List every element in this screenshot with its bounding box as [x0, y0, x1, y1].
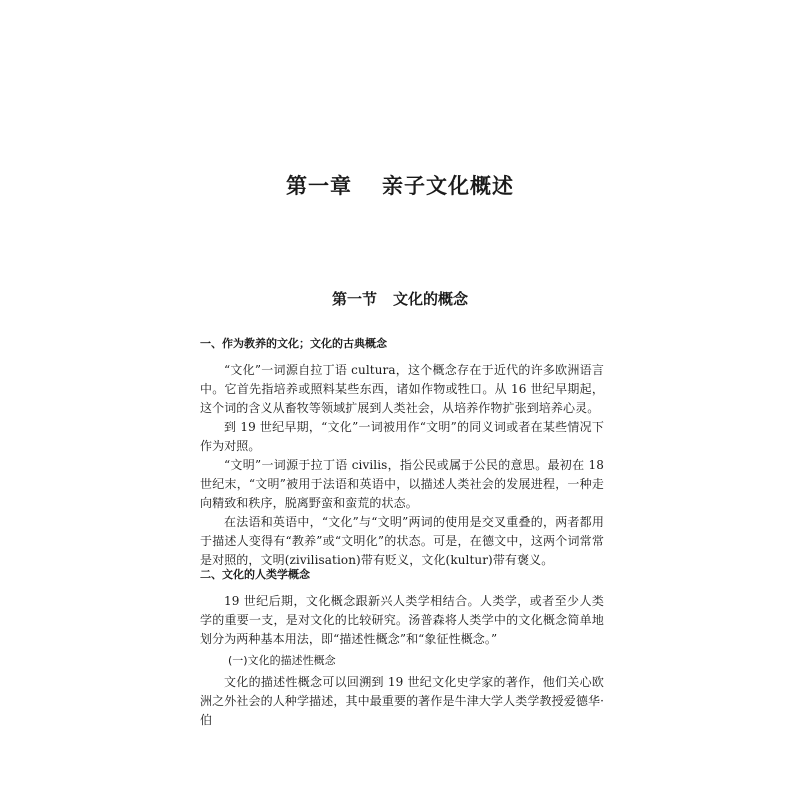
paragraph: 19 世纪后期，文化概念跟新兴人类学相结合。人类学，或者至少人类学的重要一支，是对文化的比较研究。汤普森将人类学中的文化概念简单地划分为两种基本用法，即“描述性概念”和“象征性概念。”: [200, 594, 604, 646]
paragraph: “文化”一词源自拉丁语 cultura，这个概念存在于近代的许多欧洲语言中。它首先指培养或照料某些东西，诸如作物或牲口。从 16 世纪早期起，这个词的含义从畜牧等领域扩展到人类社会，从培养作物扩张到培养心灵。: [200, 363, 604, 415]
heading-2: 二、文化的人类学概念: [200, 568, 310, 581]
chapter-name: 亲子文化概述: [382, 174, 514, 198]
chapter-number: 第一章: [286, 174, 352, 198]
body-block-2: [200, 566, 604, 730]
section-number: 第一节: [331, 290, 377, 308]
section-name: 文化的概念: [393, 290, 469, 308]
paragraph: 文化的描述性概念可以回溯到 19 世纪文化史学家的著作，他们关心欧洲之外社会的人种学描述，其中最重要的著作是牛津大学人类学教授爱德华·伯: [200, 675, 604, 727]
body-block-1: [200, 335, 604, 570]
subheading-1: (一)文化的描述性概念: [228, 654, 336, 667]
paragraph: “文明”一词源于拉丁语 civilis，指公民或属于公民的意思。最初在 18 世纪末，“文明”被用于法语和英语中，以描述人类社会的发展进程，一种走向精致和秩序，脱离野蛮和蛮荒的状态。: [200, 458, 604, 510]
section-title: [0, 288, 800, 309]
chapter-title: [0, 170, 800, 200]
heading-1: 一、作为教养的文化；文化的古典概念: [200, 337, 387, 350]
paragraph: 到 19 世纪早期，“文化”一词被用作“文明”的同义词或者在某些情况下作为对照。: [200, 420, 604, 453]
paragraph: 在法语和英语中，“文化”与“文明”两词的使用是交叉重叠的，两者都用于描述人变得有“教养”或“文明化”的状态。可是，在德文中，这两个词常常是对照的，文明(zivilisation)带有贬义，文化(kultur)带有褒义。: [200, 515, 604, 567]
